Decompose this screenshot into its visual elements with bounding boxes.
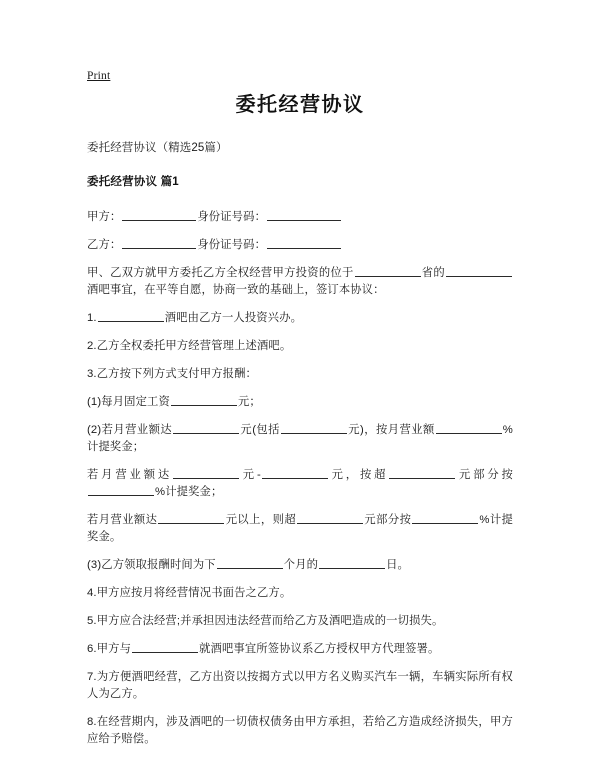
clause-3-5-day-blank[interactable]: [319, 557, 385, 569]
clause-3-2-text-d: %计提奖金；: [87, 424, 513, 453]
clause-3-2-text-c: 元)，按月营业额: [347, 424, 435, 436]
clause-3-3-text-e: %计提奖金；: [155, 486, 223, 498]
clause-3-4-text-a: 若月营业额达: [87, 514, 158, 526]
clause-3-2-percent-blank[interactable]: [436, 422, 502, 434]
clause-3-3-lower-blank[interactable]: [173, 467, 239, 479]
clause-3-item-2: [87, 422, 513, 456]
party-b-name-blank[interactable]: [122, 237, 196, 249]
clause-3-item-5: [87, 557, 513, 574]
party-b-label: 乙方：: [87, 239, 122, 251]
clause-1: [87, 310, 513, 327]
party-a-id-label: 身份证号码：: [197, 211, 267, 223]
preamble-part1: 甲、乙双方就甲方委托乙方全权经营甲方投资的位于: [87, 267, 354, 279]
clause-3-3-excess-blank[interactable]: [389, 467, 455, 479]
clause-5: 5.甲方应合法经营;并承担因违法经营而给乙方及酒吧造成的一切损失。: [87, 615, 444, 627]
clause-1-text: 酒吧由乙方一人投资兴办。: [164, 312, 303, 324]
party-a-label: 甲方：: [87, 211, 122, 223]
clause-3-1-text-a: (1)每月固定工资: [87, 396, 170, 408]
preamble-province-blank[interactable]: [355, 265, 421, 277]
clause-3-4-text-b: 元以上，则超: [225, 514, 297, 526]
party-b-line: [87, 237, 513, 254]
clause-3-2-include-blank[interactable]: [281, 422, 347, 434]
party-a-line: [87, 209, 513, 226]
preamble-part2: 省的: [421, 267, 445, 279]
clause-3-4-text-c: 元部分按: [364, 514, 412, 526]
clause-6-text-b: 就酒吧事宜所签协议系乙方授权甲方代理签署。: [199, 643, 440, 655]
clause-3-4-text-d: %计提奖金。: [87, 514, 514, 543]
clause-1-number: 1.: [87, 312, 97, 324]
clause-3-5-text-a: (3)乙方领取报酬时间为下: [87, 559, 216, 571]
clause-3: 3.乙方按下列方式支付甲方报酬：: [87, 368, 257, 380]
preamble-paragraph: [87, 265, 513, 299]
clause-3-item-1: [87, 394, 513, 411]
party-a-id-blank[interactable]: [267, 209, 341, 221]
clause-6-text-a: 6.甲方与: [87, 643, 132, 655]
print-link[interactable]: Print: [87, 70, 111, 82]
clause-3-5-text-b: 个月的: [283, 559, 319, 571]
clause-3-item-4: [87, 512, 513, 546]
clause-4: 4.甲方应按月将经营情况书面告之乙方。: [87, 587, 292, 599]
preamble-part3: 酒吧事宜，在平等自愿，协商一致的基础上，签订本协议：: [87, 284, 385, 296]
clause-3-1-salary-blank[interactable]: [171, 394, 237, 406]
party-a-name-blank[interactable]: [122, 209, 196, 221]
clause-3-3-upper-blank[interactable]: [262, 467, 328, 479]
clause-3-4-amount-blank[interactable]: [158, 512, 224, 524]
document-content: [87, 92, 513, 748]
clause-3-5-text-c: 日。: [386, 559, 409, 571]
clause-3-item-3: [87, 467, 513, 501]
clause-3-3-text-a: 若月营业额达: [87, 469, 173, 481]
party-b-id-label: 身份证号码：: [197, 239, 267, 251]
page-title: 委托经营协议: [235, 94, 365, 116]
clause-3-3-percent-blank[interactable]: [88, 484, 154, 496]
clause-3-3-text-b: 元-: [240, 469, 261, 481]
clause-3-3-text-c: 元，按超: [328, 469, 389, 481]
section-heading: 委托经营协议 篇1: [87, 176, 179, 188]
clause-7: 7.为方便酒吧经营，乙方出资以按揭方式以甲方名义购买汽车一辆，车辆实际所有权人为乙方。: [87, 671, 513, 700]
preamble-bar-blank[interactable]: [446, 265, 512, 277]
clause-8: 8.在经营期内，涉及酒吧的一切债权债务由甲方承担，若给乙方造成经济损失，甲方应给予赔偿。: [87, 716, 513, 745]
clause-1-blank[interactable]: [98, 310, 164, 322]
party-b-id-blank[interactable]: [267, 237, 341, 249]
clause-2: 2.乙方全权委托甲方经营管理上述酒吧。: [87, 340, 292, 352]
clause-6-counterparty-blank[interactable]: [132, 641, 198, 653]
clause-3-1-text-b: 元；: [237, 396, 261, 408]
clause-3-4-percent-blank[interactable]: [412, 512, 478, 524]
clause-3-4-excess-blank[interactable]: [297, 512, 363, 524]
clause-3-3-text-d: 元部分按: [456, 469, 514, 481]
clause-6: [87, 641, 513, 658]
clause-3-2-amount-blank[interactable]: [173, 422, 239, 434]
document-subtitle: 委托经营协议（精选25篇）: [87, 142, 228, 154]
clause-3-5-month-blank[interactable]: [217, 557, 283, 569]
clause-3-2-text-a: (2)若月营业额达: [87, 424, 173, 436]
clause-3-2-text-b: 元(包括: [240, 424, 280, 436]
